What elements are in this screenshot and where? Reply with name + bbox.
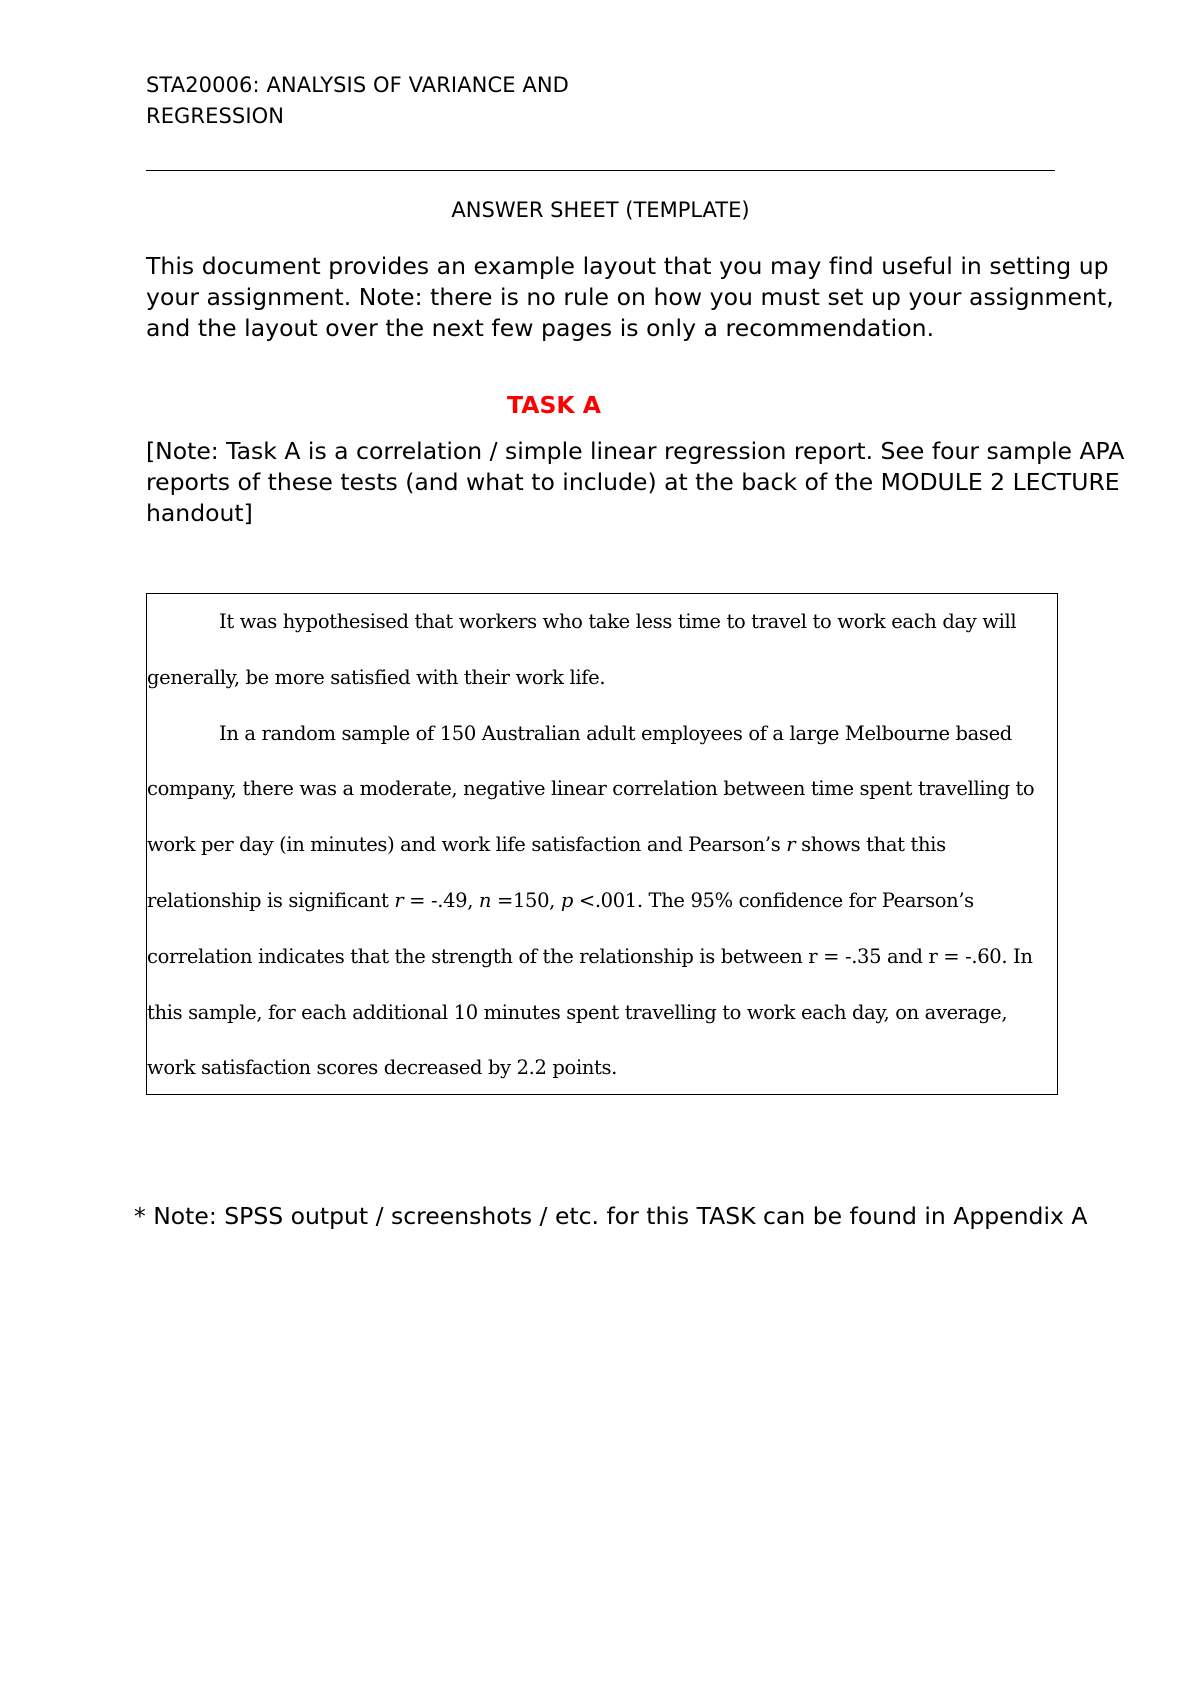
course-title-line-1: STA20006: ANALYSIS OF VARIANCE AND: [146, 73, 569, 97]
report-p2-part-e: <.001. The 95% confidence for Pearson’s correlation indicates that the strength of the relationship is between r = -.35 and r = -.60. In this sample, for each additional 10 minutes spent travelling to work each day, on average, work satisfaction scores decreased by 2.2 points.: [147, 888, 1033, 1080]
report-paragraph-2: [147, 706, 1047, 1097]
stat-r-symbol: r: [786, 833, 796, 857]
intro-paragraph: This document provides an example layout that you may find useful in setting up your assignment. Note: there is no rule on how you must set up your assignment, and the layout over the next few pages is only a recommendation.: [146, 252, 1114, 342]
report-p2-part-c: = -.49,: [403, 888, 479, 912]
report-p2-part-a: In a random sample of 150 Australian adult employees of a large Melbourne based company, there was a moderate, negative linear correlation between time spent travelling to work per day (in minutes) and work life satisfaction and Pearson’s: [147, 721, 1035, 857]
task-a-heading: [146, 390, 1156, 421]
stat-n-symbol: n: [478, 888, 492, 912]
appendix-note: * Note: SPSS output / screenshots / etc. for this TASK can be found in Appendix A: [134, 1202, 1088, 1230]
task-a-note: [Note: Task A is a correlation / simple linear regression report. See four sample APA reports of these tests (and what to include) at the back of the MODULE 2 LECTURE handout]: [146, 437, 1125, 527]
horizontal-rule: [146, 170, 1055, 171]
report-paragraph-1: It was hypothesised that workers who take less time to travel to work each day will generally, be more satisfied with their work life.: [147, 610, 1017, 689]
answer-sheet-title: ANSWER SHEET (TEMPLATE): [451, 198, 750, 222]
stat-p-symbol: p: [560, 888, 573, 912]
course-title: [146, 70, 686, 132]
report-p2-part-d: =150,: [491, 888, 561, 912]
stat-r-symbol-2: r: [394, 888, 404, 912]
report-p2-part-b: shows that this relationship is significant: [147, 833, 946, 912]
task-a-heading-text: TASK A: [507, 391, 601, 419]
course-title-line-2: REGRESSION: [146, 104, 285, 128]
report-text-box: [146, 593, 1058, 1095]
